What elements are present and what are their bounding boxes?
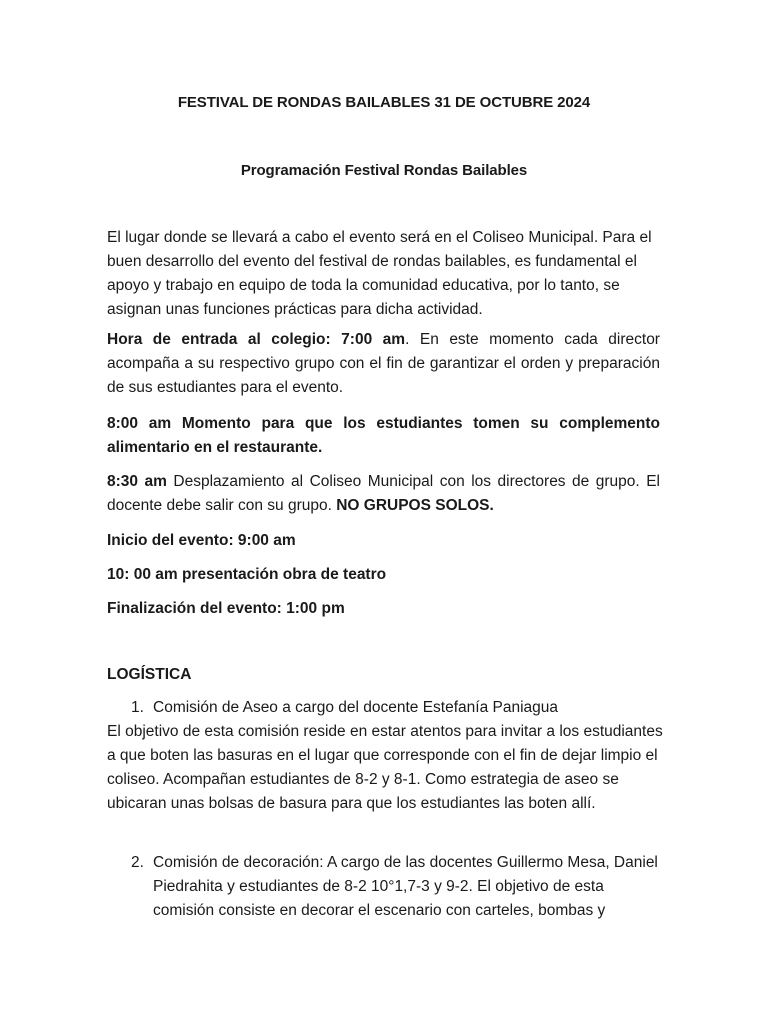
- list-item: [131, 851, 661, 923]
- snack-paragraph: 8:00 am Momento para que los estudiantes tomen su complemento alimentario en el restaurante.: [107, 415, 660, 456]
- start-time: Inicio del evento: 9:00 am: [107, 532, 296, 549]
- entry-text: . En este momento cada director acompaña a su respectivo grupo con el fin de garantizar el orden y preparación de sus estudiantes para el evento.: [107, 331, 660, 396]
- cleaning-description: El objetivo de esta comisión reside en estar atentos para invitar a los estudiantes a que boten las basuras en el lugar que corresponde con el fin de dejar limpio el coliseo. Acompañan estudiantes de 8-2 y 8-1. Como estrategia de aseo se ubicaran unas bolsas de basura para que los estudiantes las boten allí.: [107, 723, 663, 812]
- travel-paragraph: [107, 470, 660, 518]
- document-subtitle: Programación Festival Rondas Bailables: [240, 162, 528, 179]
- travel-time: 8:30 am: [107, 473, 167, 490]
- end-time: Finalización del evento: 1:00 pm: [107, 600, 345, 617]
- logistics-heading: LOGÍSTICA: [107, 666, 192, 683]
- intro-paragraph: El lugar donde se llevará a cabo el evento será en el Coliseo Municipal. Para el buen desarrollo del evento del festival de rondas bailables, es fundamental el apoyo y trabajo en equipo de toda la comunidad educativa, por lo tanto, se asignan unas funciones prácticas para dicha actividad.: [107, 229, 652, 318]
- list-item: [131, 696, 558, 720]
- list-text: Comisión de Aseo a cargo del docente Estefanía Paniagua: [153, 699, 558, 716]
- list-text: Comisión de decoración: A cargo de las docentes Guillermo Mesa, Daniel Piedrahita y estudiantes de 8-2 10°1,7-3 y 9-2. El objetivo de esta comisión consiste en decorar el escenario con carteles, bombas y: [153, 854, 658, 919]
- theatre-time: 10: 00 am presentación obra de teatro: [107, 566, 387, 583]
- entry-label: Hora de entrada al colegio: 7:00 am: [107, 331, 406, 348]
- travel-text: Desplazamiento al Coliseo Municipal con los directores de grupo. El docente debe salir con su grupo.: [107, 473, 660, 514]
- document-title: FESTIVAL DE RONDAS BAILABLES 31 DE OCTUBRE 2024: [177, 94, 591, 111]
- travel-warning: NO GRUPOS SOLOS.: [336, 497, 494, 514]
- list-number: 2.: [131, 854, 144, 871]
- list-number: 1.: [131, 699, 144, 716]
- entry-paragraph: [107, 328, 660, 400]
